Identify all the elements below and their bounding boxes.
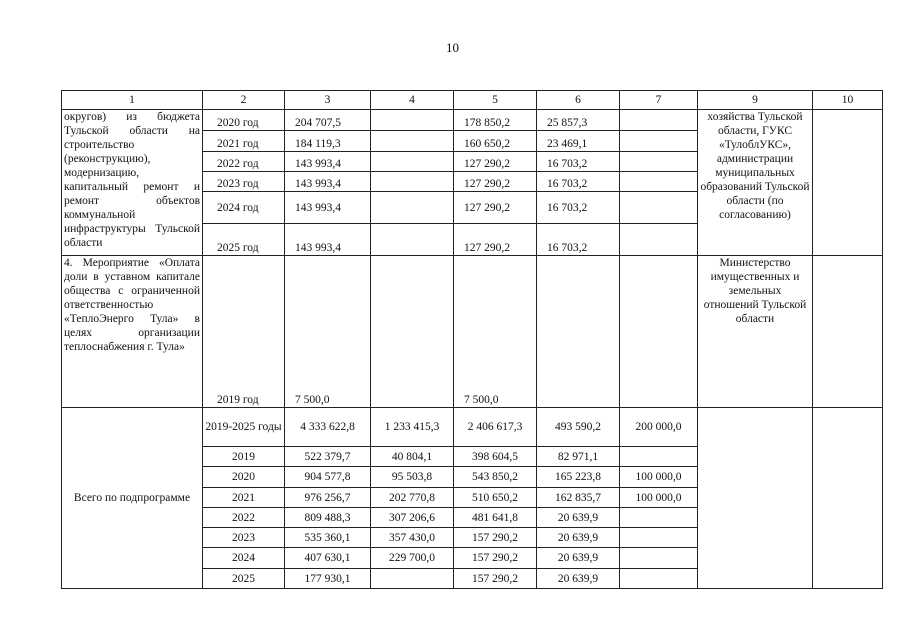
value-cell — [371, 192, 454, 224]
year-cell: 2023 год — [203, 172, 285, 192]
value-cell — [620, 224, 698, 256]
value-cell: 16 703,2 — [537, 224, 620, 256]
budget-table — [61, 90, 883, 589]
value-cell: 127 290,2 — [454, 152, 537, 172]
value-cell: 229 700,0 — [371, 548, 454, 569]
header-cell: 4 — [371, 91, 454, 110]
value-cell: 1 233 415,3 — [371, 408, 454, 447]
value-cell — [371, 131, 454, 152]
header-cell: 5 — [454, 91, 537, 110]
value-cell — [620, 152, 698, 172]
col9-cell — [698, 408, 813, 589]
table-row — [62, 110, 883, 131]
year-cell: 2022 год — [203, 152, 285, 172]
value-cell: 204 707,5 — [285, 110, 371, 131]
header-cell: 9 — [698, 91, 813, 110]
col10-cell — [813, 408, 883, 589]
value-cell: 143 993,4 — [285, 172, 371, 192]
value-cell: 82 971,1 — [537, 447, 620, 467]
value-cell — [620, 528, 698, 548]
value-cell: 522 379,7 — [285, 447, 371, 467]
year-cell: 2021 год — [203, 131, 285, 152]
header-cell: 2 — [203, 91, 285, 110]
value-cell — [371, 569, 454, 589]
page-number: 10 — [446, 40, 459, 55]
header-cell: 7 — [620, 91, 698, 110]
value-cell: 7 500,0 — [454, 256, 537, 408]
value-cell: 177 930,1 — [285, 569, 371, 589]
value-cell: 157 290,2 — [454, 528, 537, 548]
value-cell: 157 290,2 — [454, 548, 537, 569]
value-cell: 307 206,6 — [371, 508, 454, 528]
year-cell: 2020 — [203, 467, 285, 488]
value-cell — [620, 192, 698, 224]
year-cell: 2019 — [203, 447, 285, 467]
value-cell: 165 223,8 — [537, 467, 620, 488]
value-cell: 16 703,2 — [537, 192, 620, 224]
executor-cell: Министерство имущественных и земельных отношений Тульской области — [698, 256, 813, 408]
year-cell: 2024 год — [203, 192, 285, 224]
value-cell: 40 804,1 — [371, 447, 454, 467]
value-cell — [620, 131, 698, 152]
value-cell: 184 119,3 — [285, 131, 371, 152]
table-row — [62, 408, 883, 447]
year-cell: 2019 год — [203, 256, 285, 408]
executor-cell: хозяйства Тульской области, ГУКС «ТулоблУКС», администрации муниципальных образований Тульской области (по согласованию) — [698, 110, 813, 256]
value-cell: 407 630,1 — [285, 548, 371, 569]
value-cell: 178 850,2 — [454, 110, 537, 131]
year-cell: 2023 — [203, 528, 285, 548]
value-cell — [620, 172, 698, 192]
value-cell: 20 639,9 — [537, 528, 620, 548]
value-cell — [620, 447, 698, 467]
value-cell: 143 993,4 — [285, 152, 371, 172]
year-cell: 2025 год — [203, 224, 285, 256]
value-cell — [620, 548, 698, 569]
header-row — [62, 91, 883, 110]
value-cell: 20 639,9 — [537, 548, 620, 569]
value-cell: 7 500,0 — [285, 256, 371, 408]
year-cell: 2021 — [203, 488, 285, 508]
header-cell: 3 — [285, 91, 371, 110]
year-cell: 2022 — [203, 508, 285, 528]
value-cell — [620, 508, 698, 528]
value-cell: 398 604,5 — [454, 447, 537, 467]
activity-description: 4. Мероприятие «Оплата доли в уставном капитале общества с ограниченной ответственностью «ТеплоЭнерго Тула» в целях организации теплоснабжения г. Тула» — [62, 256, 203, 408]
value-cell: 481 641,8 — [454, 508, 537, 528]
value-cell — [371, 110, 454, 131]
value-cell: 95 503,8 — [371, 467, 454, 488]
value-cell: 535 360,1 — [285, 528, 371, 548]
value-cell: 16 703,2 — [537, 172, 620, 192]
value-cell — [620, 256, 698, 408]
year-cell: 2025 — [203, 569, 285, 589]
value-cell: 2 406 617,3 — [454, 408, 537, 447]
value-cell: 20 639,9 — [537, 508, 620, 528]
value-cell: 143 993,4 — [285, 192, 371, 224]
value-cell: 20 639,9 — [537, 569, 620, 589]
value-cell: 100 000,0 — [620, 467, 698, 488]
year-cell: 2024 — [203, 548, 285, 569]
value-cell: 25 857,3 — [537, 110, 620, 131]
value-cell: 127 290,2 — [454, 172, 537, 192]
value-cell: 143 993,4 — [285, 224, 371, 256]
value-cell: 100 000,0 — [620, 488, 698, 508]
value-cell: 157 290,2 — [454, 569, 537, 589]
header-cell: 6 — [537, 91, 620, 110]
year-cell: 2019-2025 годы — [203, 408, 285, 447]
value-cell: 23 469,1 — [537, 131, 620, 152]
value-cell: 127 290,2 — [454, 224, 537, 256]
col10-cell — [813, 110, 883, 256]
value-cell — [371, 172, 454, 192]
value-cell: 493 590,2 — [537, 408, 620, 447]
header-cell: 10 — [813, 91, 883, 110]
value-cell: 357 430,0 — [371, 528, 454, 548]
value-cell: 202 770,8 — [371, 488, 454, 508]
value-cell: 543 850,2 — [454, 467, 537, 488]
value-cell: 127 290,2 — [454, 192, 537, 224]
value-cell — [371, 224, 454, 256]
header-cell: 1 — [62, 91, 203, 110]
value-cell: 510 650,2 — [454, 488, 537, 508]
value-cell: 160 650,2 — [454, 131, 537, 152]
value-cell: 904 577,8 — [285, 467, 371, 488]
table-row — [62, 256, 883, 408]
value-cell — [620, 569, 698, 589]
total-label: Всего по подпрограмме — [62, 408, 203, 589]
value-cell: 16 703,2 — [537, 152, 620, 172]
value-cell — [371, 152, 454, 172]
value-cell — [537, 256, 620, 408]
value-cell: 976 256,7 — [285, 488, 371, 508]
activity-description: округов) из бюджета Тульской области на строительство (реконструкцию), модернизацию, капитальный ремонт и ремонт объектов коммунальной инфраструктуры Тульской области — [62, 110, 203, 256]
value-cell: 4 333 622,8 — [285, 408, 371, 447]
col10-cell — [813, 256, 883, 408]
year-cell: 2020 год — [203, 110, 285, 131]
value-cell: 200 000,0 — [620, 408, 698, 447]
value-cell — [620, 110, 698, 131]
value-cell: 162 835,7 — [537, 488, 620, 508]
value-cell: 809 488,3 — [285, 508, 371, 528]
value-cell — [371, 256, 454, 408]
